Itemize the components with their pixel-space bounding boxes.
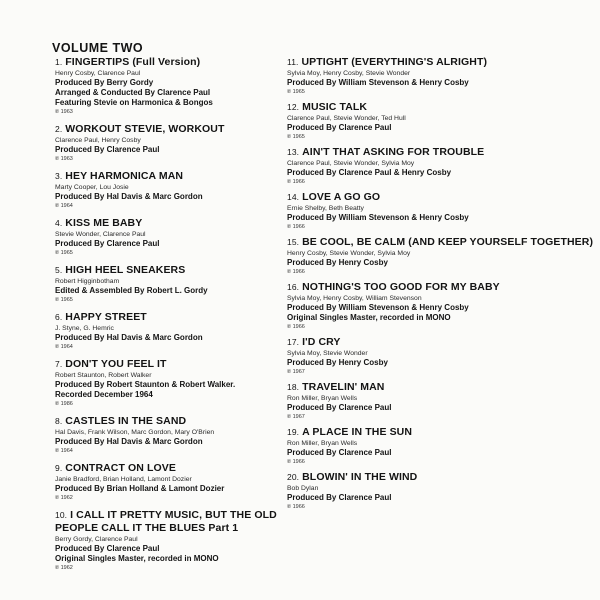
phonogram-year: ℗ 1966	[287, 269, 305, 275]
track-title: MUSIC TALK	[302, 101, 368, 113]
track-title-line	[287, 236, 592, 249]
songwriters: Ernie Shelby, Beth Beatty	[287, 205, 364, 212]
track-title-line	[287, 381, 592, 394]
track-entry	[287, 146, 592, 186]
production-credit: Produced By William Stevenson & Henry Cosby	[287, 78, 469, 87]
track-entry	[55, 56, 283, 116]
track-number: 20.	[287, 472, 300, 482]
track-column-left	[55, 56, 283, 572]
track-title-line	[287, 281, 592, 294]
phonogram-year: ℗ 1966	[287, 179, 305, 185]
production-credit: Produced By William Stevenson & Henry Cosby	[287, 303, 469, 312]
songwriters: Hal Davis, Frank Wilson, Marc Gordon, Mary O'Brien	[55, 429, 215, 436]
production-credit: Produced By Robert Staunton & Robert Walker.	[55, 380, 236, 389]
production-credit: Original Singles Master, recorded in MONO	[287, 313, 451, 322]
production-credit: Featuring Stevie on Harmonica & Bongos	[55, 98, 213, 107]
songwriters: Clarence Paul, Stevie Wonder, Ted Hull	[287, 115, 406, 122]
track-entry	[55, 509, 283, 572]
phonogram-year: ℗ 1964	[55, 344, 73, 350]
track-title: TRAVELIN' MAN	[302, 381, 385, 393]
phonogram-year: ℗ 1966	[287, 504, 305, 510]
production-credit: Produced By Clarence Paul	[287, 493, 392, 502]
production-credit: Produced By Clarence Paul	[55, 544, 160, 553]
phonogram-year: ℗ 1965	[55, 297, 73, 303]
track-title-line	[55, 217, 283, 230]
phonogram-year: ℗ 1962	[55, 495, 73, 501]
phonogram-year: ℗ 1966	[287, 459, 305, 465]
track-title: I CALL IT PRETTY MUSIC, BUT THE OLD	[70, 509, 277, 521]
track-number: 6.	[55, 312, 63, 322]
track-entry	[287, 281, 592, 331]
songwriters: Janie Bradford, Brian Holland, Lamont Dozier	[55, 476, 192, 483]
track-title: AIN'T THAT ASKING FOR TROUBLE	[302, 146, 485, 158]
songwriters: Ron Miller, Bryan Wells	[287, 440, 358, 447]
track-entry	[287, 236, 592, 276]
track-entry	[55, 358, 283, 408]
track-title: FINGERTIPS (Full Version)	[65, 56, 201, 68]
track-title-line	[287, 336, 592, 349]
track-title: BLOWIN' IN THE WIND	[302, 471, 418, 483]
track-title-line	[287, 471, 592, 484]
track-number: 13.	[287, 147, 300, 157]
track-title-line	[55, 56, 283, 69]
track-title-line	[55, 311, 283, 324]
track-entry	[287, 426, 592, 466]
track-number: 1.	[55, 57, 63, 67]
production-credit: Original Singles Master, recorded in MONO	[55, 554, 219, 563]
phonogram-year: ℗ 1966	[287, 224, 305, 230]
production-credit: Produced By William Stevenson & Henry Cosby	[287, 213, 469, 222]
track-title-line	[287, 426, 592, 439]
track-title: I'D CRY	[302, 336, 341, 348]
songwriters: Marty Cooper, Lou Josie	[55, 184, 129, 191]
track-entry	[287, 101, 592, 141]
track-title: A PLACE IN THE SUN	[302, 426, 413, 438]
production-credit: Produced By Henry Cosby	[287, 358, 388, 367]
track-number: 15.	[287, 237, 300, 247]
production-credit: Produced By Hal Davis & Marc Gordon	[55, 437, 203, 446]
songwriters: Bob Dylan	[287, 485, 319, 492]
track-title: HEY HARMONICA MAN	[65, 170, 184, 182]
songwriters: Sylvia Moy, Henry Cosby, William Stevenson	[287, 295, 422, 302]
track-column-right	[287, 56, 592, 511]
track-entry	[287, 56, 592, 96]
production-credit: Produced By Hal Davis & Marc Gordon	[55, 333, 203, 342]
track-number: 14.	[287, 192, 300, 202]
track-title-line	[55, 264, 283, 277]
songwriters: Sylvia Moy, Henry Cosby, Stevie Wonder	[287, 70, 411, 77]
track-title-line	[55, 123, 283, 136]
phonogram-year: ℗ 1967	[287, 414, 305, 420]
track-entry	[55, 264, 283, 304]
songwriters: Henry Cosby, Clarence Paul	[55, 70, 141, 77]
track-title: NOTHING'S TOO GOOD FOR MY BABY	[302, 281, 500, 293]
track-number: 9.	[55, 463, 63, 473]
track-title: KISS ME BABY	[65, 217, 143, 229]
track-title: BE COOL, BE CALM (AND KEEP YOURSELF TOGETHER)	[302, 236, 594, 248]
production-credit: Produced By Brian Holland & Lamont Dozier	[55, 484, 225, 493]
songwriters: Berry Gordy, Clarence Paul	[55, 536, 138, 543]
track-entry	[55, 217, 283, 257]
track-number: 8.	[55, 416, 63, 426]
songwriters: Stevie Wonder, Clarence Paul	[55, 231, 146, 238]
track-number: 7.	[55, 359, 63, 369]
phonogram-year: ℗ 1966	[287, 324, 305, 330]
track-number: 12.	[287, 102, 300, 112]
production-credit: Produced By Clarence Paul & Henry Cosby	[287, 168, 452, 177]
track-entry	[287, 471, 592, 511]
songwriters: Sylvia Moy, Stevie Wonder	[287, 350, 368, 357]
track-title-continued: PEOPLE CALL IT THE BLUES Part 1	[55, 522, 239, 534]
phonogram-year: ℗ 1962	[55, 565, 73, 571]
track-title: CONTRACT ON LOVE	[65, 462, 176, 474]
track-entry	[55, 170, 283, 210]
production-credit: Produced By Hal Davis & Marc Gordon	[55, 192, 203, 201]
phonogram-year: ℗ 1967	[287, 369, 305, 375]
songwriters: Clarence Paul, Stevie Wonder, Sylvia Moy	[287, 160, 415, 167]
volume-heading: VOLUME TWO	[52, 41, 144, 55]
track-number: 3.	[55, 171, 63, 181]
phonogram-year: ℗ 1963	[55, 156, 73, 162]
track-entry	[287, 191, 592, 231]
track-number: 16.	[287, 282, 300, 292]
production-credit: Produced By Clarence Paul	[287, 123, 392, 132]
track-number: 11.	[287, 57, 299, 67]
track-title-line	[55, 170, 283, 183]
production-credit: Produced By Clarence Paul	[55, 145, 160, 154]
track-number: 10.	[55, 510, 68, 520]
track-title-line	[287, 146, 592, 159]
production-credit: Produced By Berry Gordy	[55, 78, 154, 87]
track-title: WORKOUT STEVIE, WORKOUT	[65, 123, 225, 135]
production-credit: Recorded December 1964	[55, 390, 153, 399]
phonogram-year: ℗ 1986	[55, 401, 73, 407]
track-entry	[55, 311, 283, 351]
production-credit: Produced By Clarence Paul	[287, 448, 392, 457]
track-number: 17.	[287, 337, 300, 347]
track-entry	[55, 123, 283, 163]
production-credit: Edited & Assembled By Robert L. Gordy	[55, 286, 208, 295]
songwriters: Ron Miller, Bryan Wells	[287, 395, 358, 402]
production-credit: Produced By Clarence Paul	[287, 403, 392, 412]
production-credit: Produced By Clarence Paul	[55, 239, 160, 248]
track-title-line	[55, 358, 283, 371]
track-number: 5.	[55, 265, 63, 275]
track-entry	[287, 381, 592, 421]
track-title-line	[55, 462, 283, 475]
track-number: 4.	[55, 218, 63, 228]
phonogram-year: ℗ 1965	[55, 250, 73, 256]
track-title: LOVE A GO GO	[302, 191, 381, 203]
songwriters: Clarence Paul, Henry Cosby	[55, 137, 141, 144]
songwriters: Henry Cosby, Stevie Wonder, Sylvia Moy	[287, 250, 411, 257]
phonogram-year: ℗ 1963	[55, 109, 73, 115]
track-entry	[55, 462, 283, 502]
production-credit: Produced By Henry Cosby	[287, 258, 388, 267]
track-number: 2.	[55, 124, 63, 134]
track-title-line	[287, 101, 592, 114]
track-title: UPTIGHT (EVERYTHING'S ALRIGHT)	[301, 56, 488, 68]
track-title-line	[55, 415, 283, 428]
track-title-line	[287, 191, 592, 204]
track-entry	[55, 415, 283, 455]
phonogram-year: ℗ 1964	[55, 448, 73, 454]
track-title: DON'T YOU FEEL IT	[65, 358, 167, 370]
songwriters: Robert Higginbotham	[55, 278, 120, 285]
track-number: 18.	[287, 382, 300, 392]
track-title: HAPPY STREET	[65, 311, 147, 323]
phonogram-year: ℗ 1964	[55, 203, 73, 209]
track-entry	[287, 336, 592, 376]
songwriters: Robert Staunton, Robert Walker	[55, 372, 152, 379]
track-title-line	[287, 56, 592, 69]
track-number: 19.	[287, 427, 300, 437]
track-title-line	[55, 509, 283, 522]
phonogram-year: ℗ 1965	[287, 134, 305, 140]
songwriters: J. Styne, G. Hemric	[55, 325, 114, 332]
track-title: CASTLES IN THE SAND	[65, 415, 187, 427]
phonogram-year: ℗ 1965	[287, 89, 305, 95]
track-title: HIGH HEEL SNEAKERS	[65, 264, 186, 276]
production-credit: Arranged & Conducted By Clarence Paul	[55, 88, 211, 97]
